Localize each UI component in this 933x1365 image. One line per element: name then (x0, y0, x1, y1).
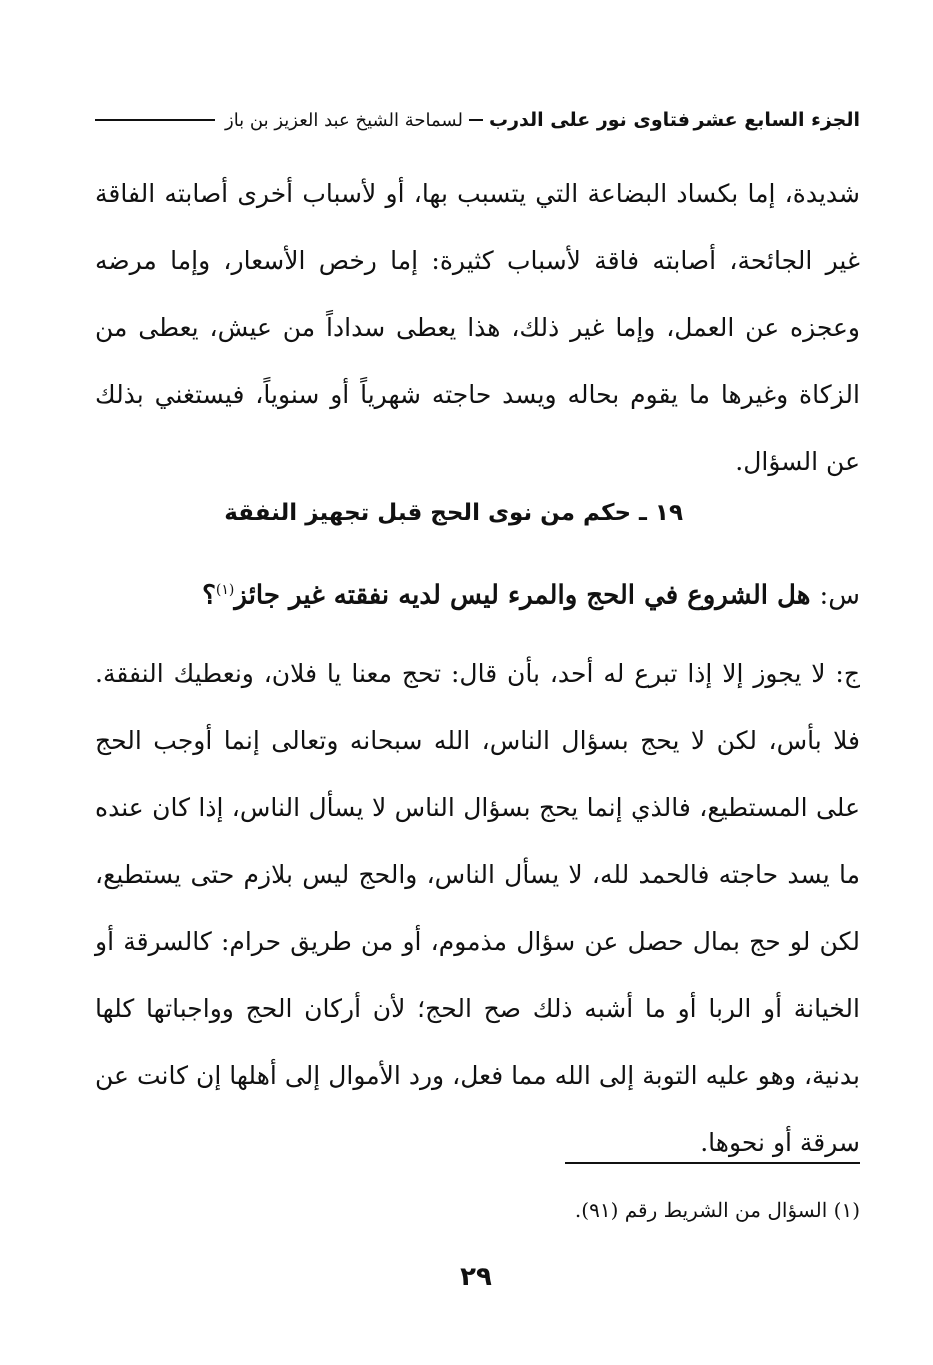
question (95, 565, 860, 621)
header-divider (95, 142, 860, 143)
question-text: هل الشروع في الحج والمرء ليس لديه نفقته غير جائز (234, 580, 811, 611)
question-mark: ؟ (202, 580, 216, 611)
footnote-divider (565, 1162, 860, 1164)
header-dash (469, 119, 483, 121)
question-label: س: (819, 580, 860, 611)
header-right (95, 109, 690, 131)
answer-paragraph: ج: لا يجوز إلا إذا تبرع له أحد، بأن قال: تحج معنا يا فلان، ونعطيك النفقة. فلا بأس، لكن لا يحج بسؤال الناس، الله سبحانه وتعالى إنما أوجب الحج على المستطيع، فالذي إنما يحج بسؤال الناس لا يسأل الناس، إذا كان عنده ما يسد حاجته فالحمد لله، لا يسأل الناس، والحج ليس بلازم حتى يستطيع، لكن لو حج بمال حصل عن سؤال مذموم، أو من طريق حرام: كالسرقة أو الخيانة أو الربا أو ما أشبه ذلك صح الحج؛ لأن أركان الحج وواجباتها كلها بدنية، وهو عليه التوبة إلى الله مما فعل، ورد الأموال إلى أهلها إن كانت عن سرقة أو نحوها. (95, 659, 860, 1157)
header-rule (95, 119, 215, 121)
page-number: ٢٩ (460, 1262, 492, 1292)
footnote-marker: (١) (215, 582, 235, 598)
book-title: فتاوى نور على الدرب (488, 109, 690, 131)
section-heading: ١٩ ـ حكم من نوى الحج قبل تجهيز النفقة (224, 500, 683, 526)
running-header (95, 100, 860, 140)
volume-title: الجزء السابع عشر (693, 109, 860, 131)
footnote: (١) السؤال من الشريط رقم (٩١). (574, 1198, 860, 1222)
author-name: لسماحة الشيخ عبد العزيز بن باز (225, 109, 463, 131)
intro-paragraph: شديدة، إما بكساد البضاعة التي يتسبب بها، أو لأسباب أخرى أصابته الفاقة غير الجائحة، أصابته فاقة لأسباب كثيرة: إما رخص الأسعار، وإما مرضه وعجزه عن العمل، وإما غير ذلك، هذا يعطى سداداً من عيش، يعطى من الزكاة وغيرها ما يقوم بحاله ويسد حاجته شهرياً أو سنوياً، فيستغني بذلك عن السؤال. (95, 179, 860, 476)
